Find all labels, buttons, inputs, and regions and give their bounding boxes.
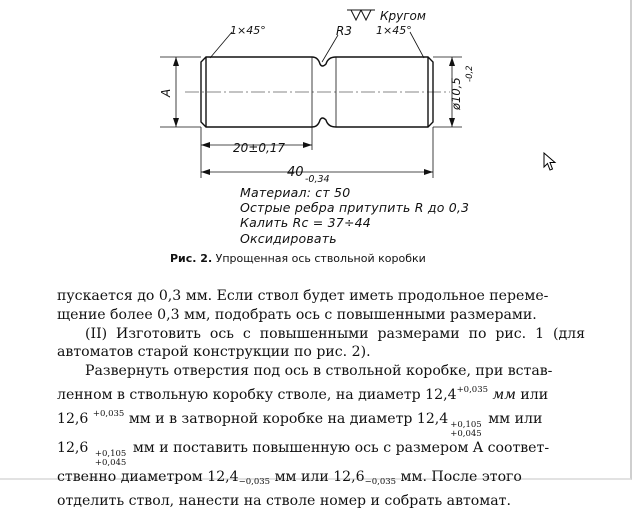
paragraph-3-line-1: Развернуть отверстия под ось в ствольной коробке, при встав- [85,363,553,380]
chamfer-right-label: 1×45° [376,24,412,37]
dimension-a-label: A [159,88,173,97]
caption-text: Упрощенная ось ствольной коробки [215,252,426,265]
paragraph-3-line-2: ленном в ствольную коробку стволе, на диаметр $12,4^{+0,035}$ мм или [57,384,549,403]
mouse-cursor-icon [543,152,557,172]
paragraph-3-line-5: ственно диаметром $12,4_{-0,035}$ мм или $12,6_{-0,035}$ мм. После этого [57,468,522,487]
diameter-label: ø10,5 [449,77,463,110]
body-text [57,287,585,510]
note-oxidize: Оксидировать [240,230,337,246]
radius-label: R3 [336,24,352,38]
diameter-tolerance-label: -0,2 [465,65,475,82]
technical-notes [240,185,560,246]
finish-label: Кругом [380,9,426,23]
surface-finish-icon [347,10,375,20]
note-material: Материал: ст 50 [240,185,351,200]
paragraph-1-line-2: щение более 0,3 мм, подобрать ось с повышенными размерами. [57,306,537,323]
figure-caption [170,252,570,265]
paragraph-1-line-1: пускается до 0,3 мм. Если ствол будет иметь продольное переме- [57,288,549,304]
note-harden: Калить Rc = 37÷44 [240,215,371,231]
dimension-20-label: 20±0,17 [233,141,286,155]
note-edges: Острые ребра притупить R до 0,3 [240,200,470,216]
dimension-40-label: 40 [287,165,304,180]
paragraph-3-line-4: 12,6 +0,105 +0,045 мм и поставить повышенную ось с размером A соответ- [57,439,550,468]
chamfer-left-label: 1×45° [230,24,266,37]
paragraph-3-line-3: 12,6 $^{+0,035}$ мм и в затворной коробке на диаметр 12,4 +0,105 +0,045 мм или [57,408,543,439]
paragraph-2: (II) Изготовить ось с повышенными размерами по рис. 1 (для автоматов старой конструкции по рис. 2). [57,325,585,361]
caption-label: Рис. 2. [170,252,213,265]
dimension-40-tolerance-label: -0,34 [305,174,330,185]
paragraph-3-line-6: отделить ствол, нанести на стволе номер и собрать автомат. [57,492,511,509]
